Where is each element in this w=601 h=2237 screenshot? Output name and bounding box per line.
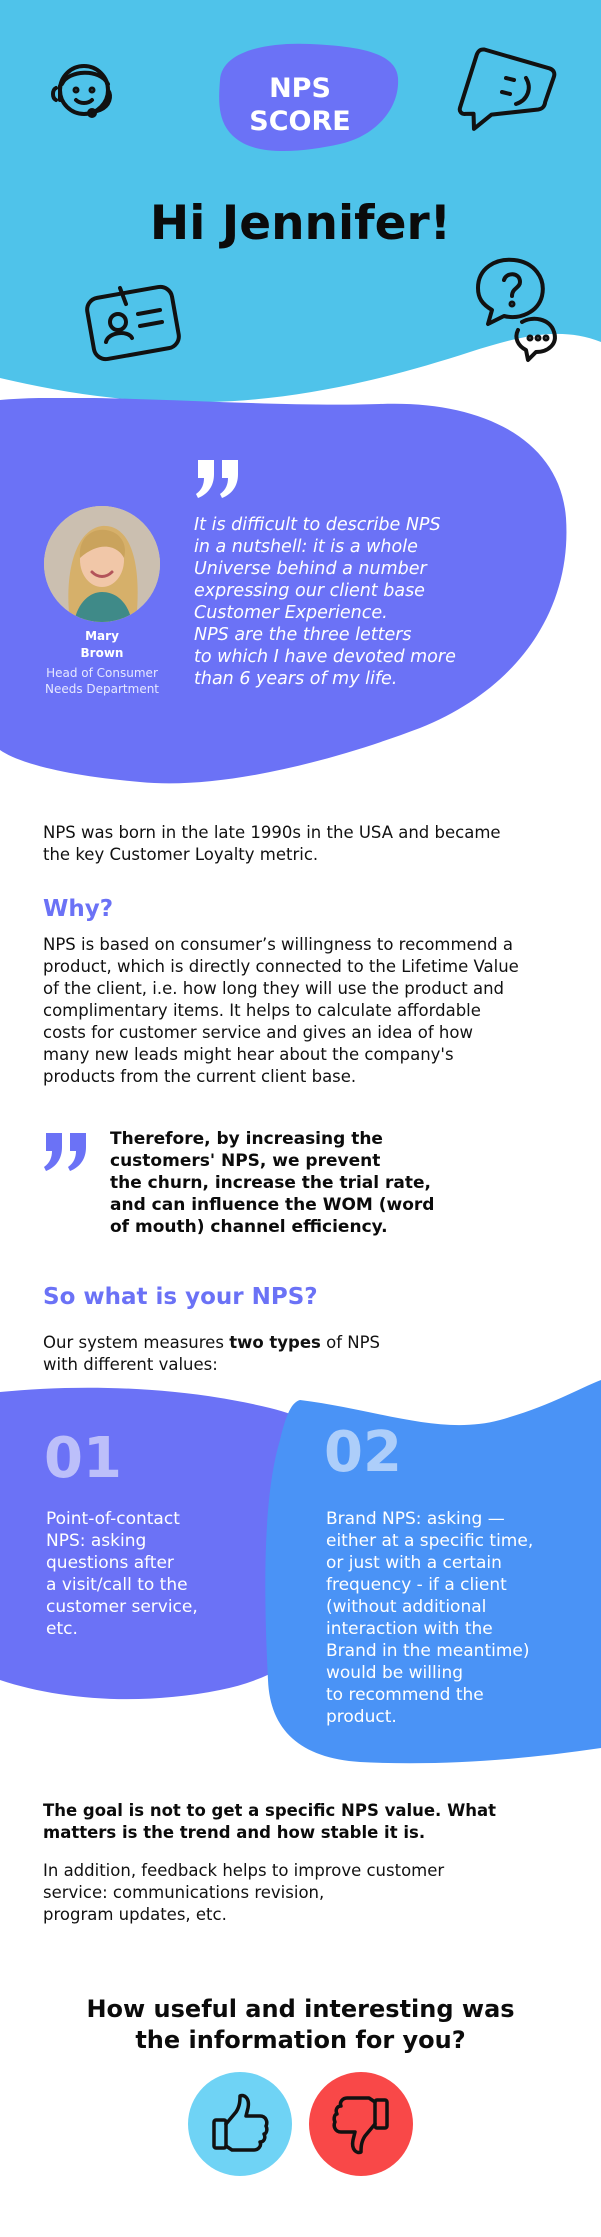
quote-mark-icon	[194, 460, 244, 500]
highlight-line: customers' NPS, we prevent	[110, 1151, 381, 1171]
author-title-line: Needs Department	[44, 682, 160, 696]
type-02-line: Brand NPS: asking —	[326, 1509, 505, 1529]
quote-text	[194, 514, 484, 690]
quote-line: NPS are the three letters	[194, 625, 412, 645]
question-line: the information for you?	[135, 2026, 466, 2054]
your-nps-heading: So what is your NPS?	[43, 1284, 318, 1310]
quote-line: Customer Experience.	[194, 603, 388, 623]
two-types-emphasis: two types	[229, 1333, 321, 1352]
why-heading: Why?	[43, 896, 114, 922]
badge-line-nps: NPS	[269, 73, 331, 104]
goal-statement	[43, 1800, 563, 1844]
type-01-line: questions after	[46, 1553, 174, 1573]
author-first-name: Mary	[85, 629, 119, 643]
type-01-line: Point-of-contact	[46, 1509, 180, 1529]
highlight-line: Therefore, by increasing the	[110, 1129, 383, 1149]
intro-paragraph	[43, 822, 563, 866]
quote-line: in a nutshell: it is a whole	[194, 537, 418, 557]
nps-types-section	[0, 1380, 601, 1780]
type-02-line: (without additional	[326, 1597, 487, 1617]
dislike-button[interactable]	[309, 2072, 413, 2176]
feedback-paragraph	[43, 1860, 563, 1926]
quote-line: expressing our client base	[194, 581, 425, 601]
why-line: products from the current client base.	[43, 1067, 357, 1086]
intro-line: the key Customer Loyalty metric.	[43, 845, 319, 864]
your-nps-text: Our system measures	[43, 1333, 230, 1352]
greeting-title: Hi Jennifer!	[149, 196, 452, 251]
author-avatar	[44, 506, 160, 622]
author-last-name: Brown	[80, 646, 124, 660]
why-line: NPS is based on consumer’s willingness to recommend a	[43, 935, 514, 954]
why-line: costs for customer service and gives an idea of how	[43, 1023, 473, 1042]
type-02-description	[326, 1508, 576, 1728]
type-02-line: or just with a certain	[326, 1553, 502, 1573]
highlight-quote	[110, 1128, 510, 1238]
badge-line-score: SCORE	[249, 106, 351, 137]
type-02-number: 02	[324, 1420, 402, 1485]
hero-section	[0, 0, 601, 420]
type-02-line: Brand in the meantime)	[326, 1641, 530, 1661]
goal-line: matters is the trend and how stable it is.	[43, 1823, 426, 1842]
your-nps-paragraph	[43, 1332, 563, 1376]
author-name	[30, 628, 174, 662]
question-bubbles-icon	[464, 252, 568, 368]
your-nps-line	[43, 1332, 563, 1354]
id-card-icon	[80, 276, 190, 368]
type-01-line: NPS: asking	[46, 1531, 147, 1551]
why-paragraph	[43, 934, 563, 1088]
type-02-line: interaction with the	[326, 1619, 493, 1639]
type-02-line: frequency - if a client	[326, 1575, 507, 1595]
thumbs-down-icon	[309, 2072, 413, 2176]
type-01-line: etc.	[46, 1619, 78, 1639]
feedback-line: In addition, feedback helps to improve customer	[43, 1861, 445, 1880]
type-01-line: a visit/call to the	[46, 1575, 188, 1595]
chat-face-icon	[456, 44, 560, 136]
nps-score-badge	[200, 40, 400, 160]
quote-line: Universe behind a number	[194, 559, 427, 579]
highlight-quote-mark-icon	[42, 1132, 92, 1174]
highlight-line: the churn, increase the trial rate,	[110, 1173, 431, 1193]
highlight-line: and can influence the WOM (word	[110, 1195, 435, 1215]
type-02-line: to recommend the	[326, 1685, 484, 1705]
highlight-line: of mouth) channel efficiency.	[110, 1217, 388, 1237]
why-line: many new leads might hear about the company's	[43, 1045, 454, 1064]
your-nps-line: with different values:	[43, 1355, 218, 1374]
goal-line: The goal is not to get a specific NPS value. What	[43, 1801, 497, 1820]
support-agent-icon	[40, 56, 130, 136]
type-02-line: product.	[326, 1707, 397, 1727]
quote-section	[0, 398, 601, 798]
thumbs-up-icon	[188, 2072, 292, 2176]
question-line: How useful and interesting was	[86, 1995, 515, 2023]
quote-line: It is difficult to describe NPS	[194, 515, 441, 535]
type-01-number: 01	[44, 1426, 122, 1491]
type-01-line: customer service,	[46, 1597, 198, 1617]
like-button[interactable]	[188, 2072, 292, 2176]
why-line: complimentary items. It helps to calculate affordable	[43, 1001, 481, 1020]
type-01-description	[46, 1508, 246, 1640]
why-line: of the client, i.e. how long they will use the product and	[43, 979, 505, 998]
intro-line: NPS was born in the late 1990s in the USA and became	[43, 823, 501, 842]
feedback-line: program updates, etc.	[43, 1905, 227, 1924]
type-02-line: either at a specific time,	[326, 1531, 534, 1551]
quote-line: than 6 years of my life.	[194, 669, 398, 689]
feedback-line: service: communications revision,	[43, 1883, 325, 1902]
type-02-line: would be willing	[326, 1663, 464, 1683]
quote-line: to which I have devoted more	[194, 647, 456, 667]
author-title-line: Head of Consumer	[46, 666, 158, 680]
feedback-question	[0, 1994, 601, 2056]
your-nps-text: of NPS	[320, 1333, 381, 1352]
author-title	[30, 665, 174, 697]
why-line: product, which is directly connected to the Lifetime Value	[43, 957, 519, 976]
